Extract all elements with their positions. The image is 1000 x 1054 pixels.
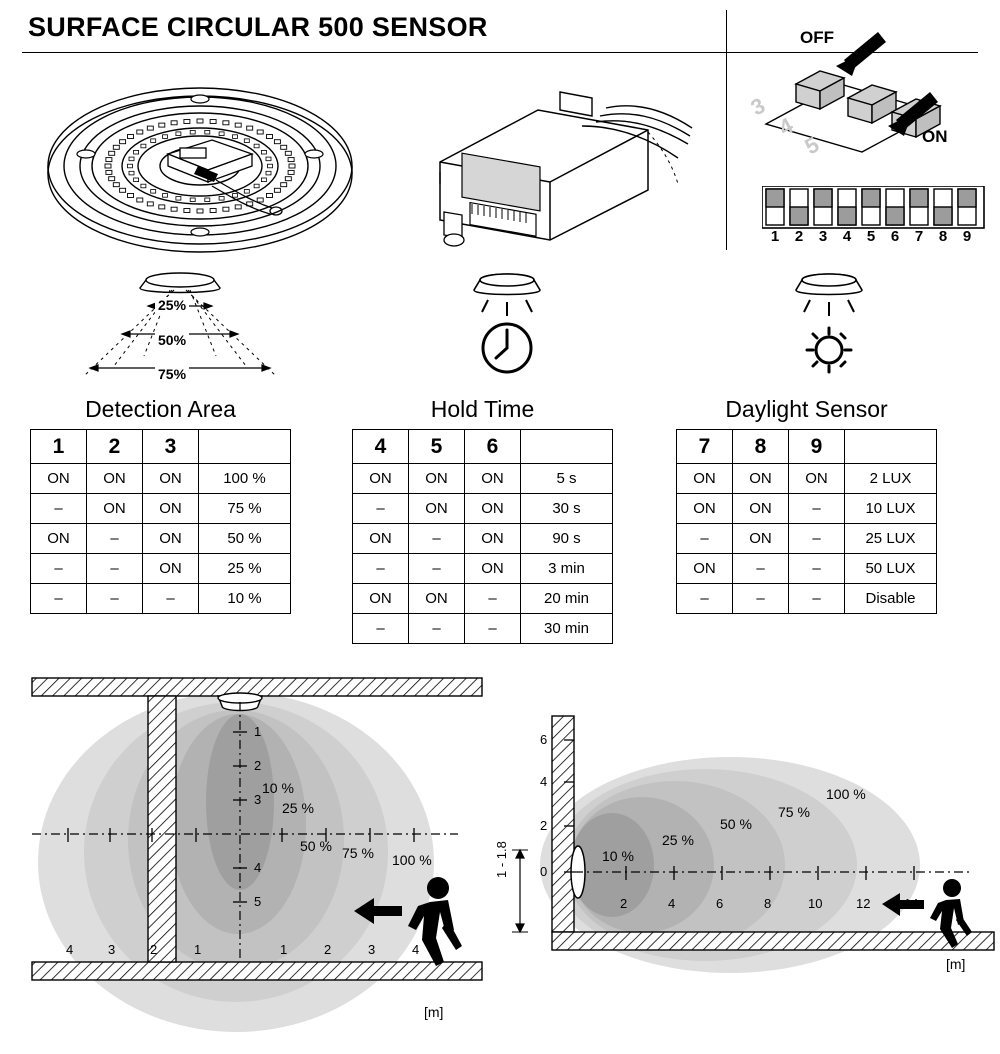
cone-label-25: 25%	[155, 297, 189, 313]
table-row: ON ON – 10 LUX	[677, 494, 937, 524]
pct-75: 75 %	[342, 845, 374, 861]
r-x-tick-10: 10	[808, 896, 823, 911]
table-row: ON ON ON 100 %	[31, 464, 291, 494]
dip-number-5: 5	[866, 228, 876, 245]
horizontal-detection-side-chart	[500, 700, 1000, 1000]
dip-number-9: 9	[962, 228, 972, 245]
unit-label-right: [m]	[946, 956, 966, 972]
on-label: ON	[922, 127, 948, 146]
detection-area-table	[30, 429, 291, 614]
x-tick-p1: 1	[280, 942, 288, 957]
r-x-tick-2: 2	[620, 896, 628, 911]
dip-switch-numbers	[762, 228, 992, 252]
r-x-tick-6: 6	[716, 896, 724, 911]
col-header-value	[199, 430, 291, 464]
table-row: – ON ON 30 s	[353, 494, 613, 524]
side-number-4: 4	[774, 112, 798, 141]
x-tick-m1: 1	[194, 942, 202, 957]
table-header-row	[31, 430, 291, 464]
r-x-tick-14: 14	[904, 896, 919, 911]
table-header-row	[353, 430, 613, 464]
vertical-divider	[726, 10, 727, 250]
y-tick-3: 3	[254, 792, 262, 807]
table-row: – – ON 25 %	[31, 554, 291, 584]
dip-switch-bank[interactable]	[762, 186, 992, 230]
mounting-height-label: 1 - 1.8	[494, 841, 509, 878]
col-header-6: 6	[465, 430, 521, 464]
r-y-tick-4: 4	[540, 774, 548, 789]
y-tick-5: 5	[254, 894, 262, 909]
table-row: ON ON ON 5 s	[353, 464, 613, 494]
table-row: ON ON – 20 min	[353, 584, 613, 614]
side-number-5: 5	[800, 131, 824, 160]
page-title: SURFACE CIRCULAR 500 SENSOR	[28, 12, 488, 42]
dip-number-4: 4	[842, 228, 852, 245]
daylight-sensor-table-block	[676, 396, 937, 614]
side-number-3: 3	[746, 92, 770, 121]
r-pct-100: 100 %	[826, 786, 866, 802]
r-y-tick-0: 0	[540, 864, 548, 879]
detection-area-table-block	[30, 396, 291, 614]
table-header-row	[677, 430, 937, 464]
y-tick-4: 4	[254, 860, 262, 875]
r-x-tick-4: 4	[668, 896, 676, 911]
table-row: – – – 30 min	[353, 614, 613, 644]
dip-number-3: 3	[818, 228, 828, 245]
r-y-tick-2: 2	[540, 818, 548, 833]
table-row: ON ON ON 2 LUX	[677, 464, 937, 494]
r-pct-10: 10 %	[602, 848, 634, 864]
daylight-sensor-table	[676, 429, 937, 614]
r-x-tick-8: 8	[764, 896, 772, 911]
hold-time-title: Hold Time	[430, 396, 535, 422]
cone-label-50: 50%	[155, 332, 189, 348]
dip-number-2: 2	[794, 228, 804, 245]
r-x-tick-12: 12	[856, 896, 871, 911]
hold-time-pictogram	[452, 268, 562, 378]
col-header-5: 5	[409, 430, 465, 464]
col-header-4: 4	[353, 430, 409, 464]
table-row: ON – ON 90 s	[353, 524, 613, 554]
r-y-tick-6: 6	[540, 732, 548, 747]
x-tick-m3: 3	[108, 942, 116, 957]
col-header-1: 1	[31, 430, 87, 464]
led-driver-drawing	[410, 52, 700, 262]
table-row: ON – ON 50 %	[31, 524, 291, 554]
pct-25: 25 %	[282, 800, 314, 816]
col-header-7: 7	[677, 430, 733, 464]
r-pct-25: 25 %	[662, 832, 694, 848]
hold-time-table	[352, 429, 613, 644]
col-header-2: 2	[87, 430, 143, 464]
dip-number-8: 8	[938, 228, 948, 245]
cone-label-75: 75%	[155, 366, 189, 382]
x-tick-p2: 2	[324, 942, 332, 957]
table-row: – – ON 3 min	[353, 554, 613, 584]
x-tick-m2: 2	[150, 942, 158, 957]
col-header-9: 9	[789, 430, 845, 464]
table-row: ON – – 50 LUX	[677, 554, 937, 584]
y-tick-2: 2	[254, 758, 262, 773]
pct-10: 10 %	[262, 780, 294, 796]
table-row: – ON ON 75 %	[31, 494, 291, 524]
col-header-8: 8	[733, 430, 789, 464]
r-pct-75: 75 %	[778, 804, 810, 820]
off-label: OFF	[800, 28, 834, 47]
x-tick-m4: 4	[66, 942, 74, 957]
table-row: – – – Disable	[677, 584, 937, 614]
dip-switch-direction-diagram	[740, 20, 990, 170]
table-row: – – – 10 %	[31, 584, 291, 614]
dip-number-7: 7	[914, 228, 924, 245]
table-row: – ON – 25 LUX	[677, 524, 937, 554]
x-tick-p4: 4	[412, 942, 420, 957]
unit-label-left: [m]	[424, 1004, 444, 1020]
daylight-sensor-title: Daylight Sensor	[725, 396, 888, 422]
col-header-value	[845, 430, 937, 464]
col-header-value	[521, 430, 613, 464]
daylight-sensor-pictogram	[774, 268, 884, 378]
detection-area-title: Detection Area	[85, 396, 236, 422]
dip-number-6: 6	[890, 228, 900, 245]
pct-100: 100 %	[392, 852, 432, 868]
hold-time-table-block	[352, 396, 613, 644]
x-tick-p3: 3	[368, 942, 376, 957]
dip-number-1: 1	[770, 228, 780, 245]
col-header-3: 3	[143, 430, 199, 464]
luminaire-exploded-drawing	[40, 62, 360, 262]
y-tick-1: 1	[254, 724, 262, 739]
pct-50: 50 %	[300, 838, 332, 854]
r-pct-50: 50 %	[720, 816, 752, 832]
